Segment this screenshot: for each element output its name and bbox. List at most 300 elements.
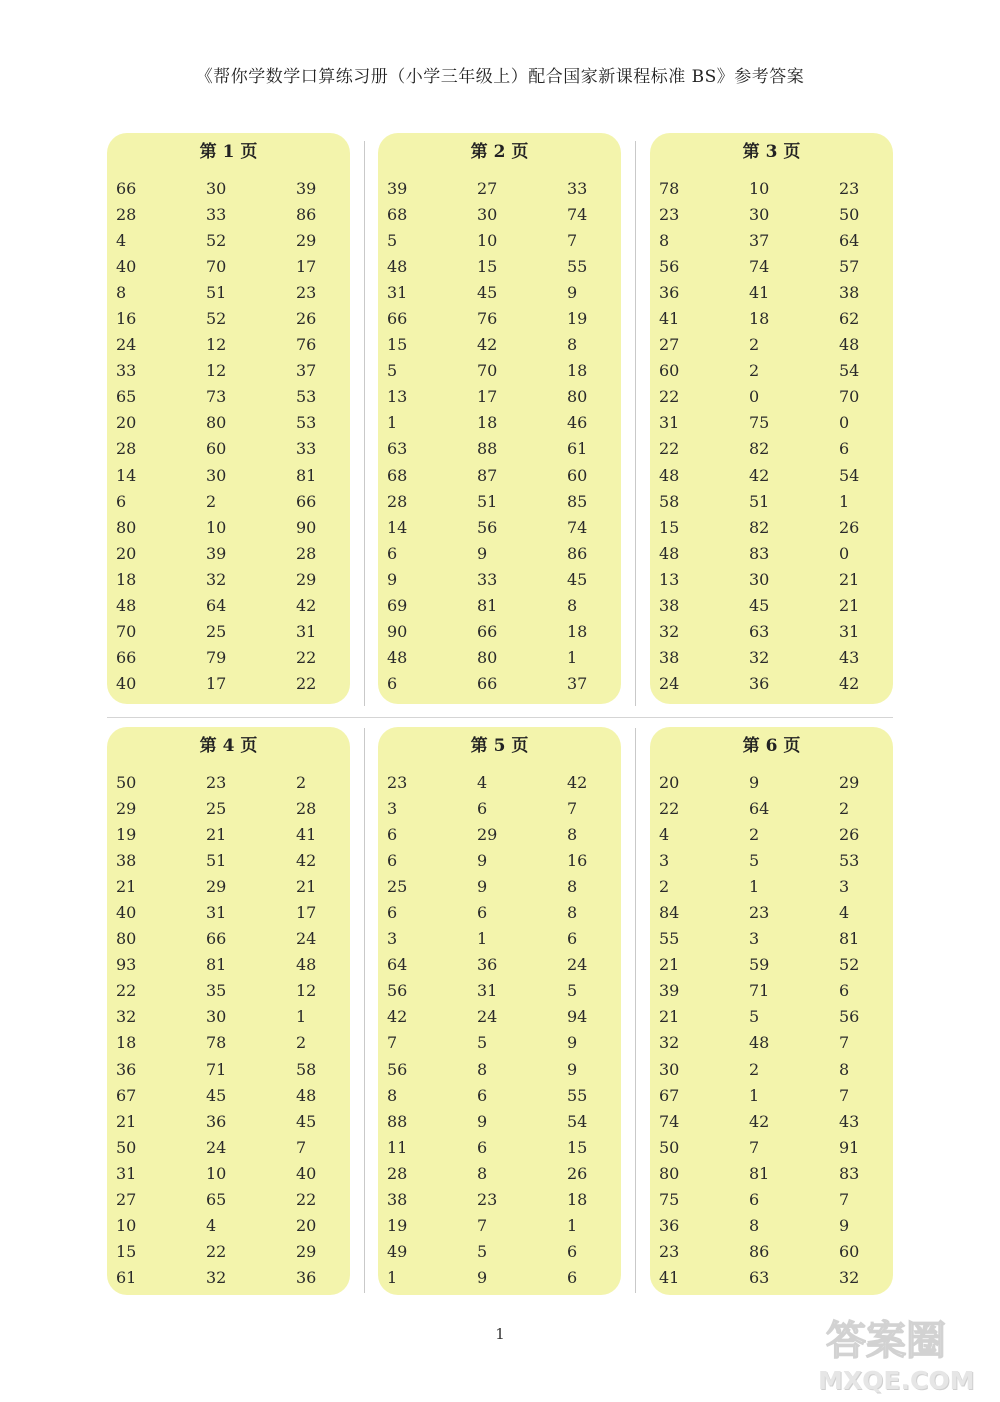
answer-rows: [387, 175, 621, 697]
answer-value: 51: [477, 491, 498, 511]
answer-value: 4: [116, 230, 127, 250]
answer-row: [387, 821, 621, 847]
answer-value: 68: [387, 465, 408, 485]
answer-value: 1: [567, 648, 578, 668]
answer-value: 21: [659, 1007, 680, 1027]
answer-value: 74: [567, 517, 588, 537]
answer-value: 8: [567, 596, 578, 616]
answer-value: 66: [477, 674, 498, 694]
answer-value: 70: [206, 256, 227, 276]
answer-card-page-6: [650, 727, 893, 1295]
answer-value: 13: [659, 569, 680, 589]
answer-value: 29: [116, 798, 137, 818]
answer-value: 12: [206, 361, 227, 381]
answer-value: 66: [116, 648, 137, 668]
answer-value: 18: [116, 569, 137, 589]
answer-value: 22: [116, 981, 137, 1001]
answer-value: 46: [567, 413, 588, 433]
answer-row: [659, 410, 893, 436]
answer-value: 71: [749, 981, 770, 1001]
card-title: 第 2 页: [470, 142, 529, 162]
answer-value: 41: [659, 1268, 680, 1288]
answer-value: 7: [477, 1216, 488, 1236]
answer-value: 38: [387, 1190, 408, 1210]
answer-row: [659, 332, 893, 358]
answer-row: [659, 358, 893, 384]
answer-row: [116, 1213, 350, 1239]
answer-value: 33: [567, 178, 588, 198]
answer-value: 62: [839, 309, 860, 329]
answer-value: 63: [749, 1268, 770, 1288]
answer-value: 36: [206, 1111, 227, 1131]
answer-value: 22: [659, 387, 680, 407]
answer-value: 9: [387, 569, 398, 589]
answer-value: 54: [567, 1111, 588, 1131]
answer-value: 8: [567, 876, 578, 896]
answer-value: 6: [567, 929, 578, 949]
answer-value: 33: [206, 204, 227, 224]
answer-value: 8: [387, 1085, 398, 1105]
answer-value: 75: [659, 1190, 680, 1210]
answer-row: [116, 384, 350, 410]
answer-value: 67: [116, 1085, 137, 1105]
answer-row: [659, 514, 893, 540]
answer-value: 48: [749, 1033, 770, 1053]
answer-value: 22: [659, 439, 680, 459]
answer-value: 26: [567, 1163, 588, 1183]
answer-row: [387, 952, 621, 978]
answer-row: [659, 1004, 893, 1030]
answer-row: [116, 926, 350, 952]
answer-row: [659, 253, 893, 279]
answer-row: [659, 873, 893, 899]
answer-value: 70: [116, 622, 137, 642]
answer-value: 65: [206, 1190, 227, 1210]
answer-row: [659, 1108, 893, 1134]
answer-value: 26: [839, 824, 860, 844]
answer-value: 73: [206, 387, 227, 407]
answer-value: 2: [659, 876, 670, 896]
answer-value: 79: [206, 648, 227, 668]
answer-value: 24: [296, 929, 317, 949]
answer-row: [116, 821, 350, 847]
answer-row: [116, 1187, 350, 1213]
answer-row: [387, 253, 621, 279]
answer-value: 52: [206, 309, 227, 329]
answer-card-page-4: [107, 727, 350, 1295]
answer-value: 21: [839, 569, 860, 589]
answer-value: 48: [839, 335, 860, 355]
answer-value: 67: [659, 1085, 680, 1105]
answer-value: 2: [296, 1033, 307, 1053]
answer-row: [659, 952, 893, 978]
answer-value: 80: [206, 413, 227, 433]
answer-row: [387, 1239, 621, 1265]
answer-value: 63: [749, 622, 770, 642]
answer-row: [659, 436, 893, 462]
answer-value: 29: [296, 1242, 317, 1262]
answer-value: 31: [116, 1163, 137, 1183]
answer-value: 64: [206, 596, 227, 616]
answer-value: 5: [749, 850, 760, 870]
answer-value: 9: [567, 1059, 578, 1079]
answer-value: 6: [116, 491, 127, 511]
answer-value: 86: [567, 543, 588, 563]
answer-value: 9: [477, 1111, 488, 1131]
answer-value: 43: [839, 1111, 860, 1131]
answer-value: 38: [659, 596, 680, 616]
answer-value: 56: [387, 981, 408, 1001]
answer-value: 52: [839, 955, 860, 975]
answer-value: 80: [477, 648, 498, 668]
answer-row: [659, 671, 893, 697]
answer-value: 8: [567, 824, 578, 844]
answer-value: 36: [296, 1268, 317, 1288]
answer-value: 14: [116, 465, 137, 485]
answer-value: 87: [477, 465, 498, 485]
answer-row: [116, 873, 350, 899]
answer-value: 23: [477, 1190, 498, 1210]
answer-row: [659, 1082, 893, 1108]
answer-value: 48: [387, 648, 408, 668]
answer-card-page-2: [378, 133, 621, 704]
answer-value: 3: [839, 876, 850, 896]
answer-value: 33: [477, 569, 498, 589]
answer-value: 1: [387, 413, 398, 433]
answer-value: 63: [387, 439, 408, 459]
answer-row: [116, 978, 350, 1004]
answer-value: 32: [839, 1268, 860, 1288]
answer-value: 6: [567, 1268, 578, 1288]
answer-value: 58: [296, 1059, 317, 1079]
answer-rows: [659, 175, 893, 697]
answer-value: 23: [659, 204, 680, 224]
answer-value: 25: [206, 622, 227, 642]
answer-value: 15: [387, 335, 408, 355]
answer-value: 41: [749, 282, 770, 302]
answer-row: [116, 410, 350, 436]
answer-row: [387, 410, 621, 436]
answer-row: [116, 1134, 350, 1160]
answer-value: 6: [477, 903, 488, 923]
answer-row: [116, 227, 350, 253]
answer-value: 1: [567, 1216, 578, 1236]
answer-value: 66: [206, 929, 227, 949]
answer-value: 23: [839, 178, 860, 198]
card-title: 第 3 页: [742, 142, 801, 162]
answer-value: 9: [839, 1216, 850, 1236]
answer-value: 4: [477, 772, 488, 792]
answer-value: 18: [477, 413, 498, 433]
answer-row: [659, 899, 893, 925]
answer-row: [659, 279, 893, 305]
answer-row: [659, 926, 893, 952]
answer-row: [116, 462, 350, 488]
answer-value: 2: [749, 1059, 760, 1079]
answer-value: 28: [116, 439, 137, 459]
answer-value: 23: [659, 1242, 680, 1262]
answer-value: 19: [387, 1216, 408, 1236]
answer-value: 22: [206, 1242, 227, 1262]
answer-value: 25: [206, 798, 227, 818]
answer-value: 15: [116, 1242, 137, 1262]
answer-value: 78: [659, 178, 680, 198]
row-divider: [107, 717, 893, 718]
answer-value: 17: [296, 903, 317, 923]
answer-value: 7: [749, 1137, 760, 1157]
answer-row: [387, 899, 621, 925]
answer-value: 32: [206, 1268, 227, 1288]
answer-value: 61: [116, 1268, 137, 1288]
answer-value: 78: [206, 1033, 227, 1053]
answer-value: 9: [477, 850, 488, 870]
answer-value: 14: [387, 517, 408, 537]
answer-row: [387, 305, 621, 331]
answer-value: 17: [206, 674, 227, 694]
answer-value: 54: [839, 465, 860, 485]
answer-row: [116, 899, 350, 925]
answer-value: 10: [116, 1216, 137, 1236]
answer-row: [116, 566, 350, 592]
answer-value: 66: [116, 178, 137, 198]
column-divider: [635, 728, 636, 1293]
answer-row: [659, 978, 893, 1004]
answer-value: 23: [206, 772, 227, 792]
answer-value: 32: [116, 1007, 137, 1027]
answer-value: 8: [116, 282, 127, 302]
answer-value: 19: [116, 824, 137, 844]
answer-row: [659, 1160, 893, 1186]
answer-row: [659, 540, 893, 566]
answer-row: [387, 926, 621, 952]
answer-value: 7: [387, 1033, 398, 1053]
answer-value: 64: [387, 955, 408, 975]
answer-value: 5: [477, 1242, 488, 1262]
answer-value: 51: [749, 491, 770, 511]
answer-row: [387, 873, 621, 899]
answer-row: [387, 1134, 621, 1160]
answer-row: [387, 279, 621, 305]
answer-value: 45: [477, 282, 498, 302]
answer-rows: [116, 175, 350, 697]
answer-value: 50: [116, 772, 137, 792]
answer-value: 39: [387, 178, 408, 198]
answer-value: 3: [387, 929, 398, 949]
answer-value: 27: [477, 178, 498, 198]
answer-value: 27: [659, 335, 680, 355]
answer-value: 2: [206, 491, 217, 511]
answer-value: 36: [116, 1059, 137, 1079]
answer-value: 37: [567, 674, 588, 694]
answer-value: 29: [296, 569, 317, 589]
answer-value: 5: [567, 981, 578, 1001]
answer-row: [116, 540, 350, 566]
answer-value: 18: [567, 361, 588, 381]
answer-value: 64: [839, 230, 860, 250]
card-title: 第 4 页: [199, 736, 258, 756]
answer-value: 50: [839, 204, 860, 224]
answer-value: 56: [387, 1059, 408, 1079]
answer-value: 23: [749, 903, 770, 923]
answer-row: [659, 305, 893, 331]
answer-value: 17: [477, 387, 498, 407]
answer-value: 4: [206, 1216, 217, 1236]
answer-value: 66: [296, 491, 317, 511]
answer-value: 31: [839, 622, 860, 642]
answer-value: 29: [206, 876, 227, 896]
answer-row: [659, 1134, 893, 1160]
answer-row: [387, 1187, 621, 1213]
answer-value: 55: [567, 256, 588, 276]
answer-row: [387, 1004, 621, 1030]
answer-value: 65: [116, 387, 137, 407]
answer-value: 56: [839, 1007, 860, 1027]
answer-value: 28: [387, 491, 408, 511]
answer-value: 31: [659, 413, 680, 433]
answer-value: 42: [839, 674, 860, 694]
answer-row: [387, 795, 621, 821]
answer-value: 22: [296, 1190, 317, 1210]
answer-value: 0: [749, 387, 760, 407]
answer-value: 80: [116, 929, 137, 949]
answer-row: [116, 769, 350, 795]
answer-value: 18: [567, 622, 588, 642]
answer-value: 7: [296, 1137, 307, 1157]
answer-value: 84: [659, 903, 680, 923]
answer-value: 22: [659, 798, 680, 818]
answer-value: 5: [387, 361, 398, 381]
answer-value: 15: [567, 1137, 588, 1157]
answer-row: [387, 175, 621, 201]
answer-value: 3: [659, 850, 670, 870]
answer-value: 53: [296, 413, 317, 433]
answer-value: 36: [477, 955, 498, 975]
answer-row: [116, 253, 350, 279]
answer-value: 20: [659, 772, 680, 792]
answer-value: 37: [296, 361, 317, 381]
answer-value: 9: [477, 543, 488, 563]
answer-value: 6: [477, 1085, 488, 1105]
answer-value: 28: [296, 543, 317, 563]
answer-value: 21: [839, 596, 860, 616]
answer-value: 16: [567, 850, 588, 870]
answer-row: [387, 227, 621, 253]
answer-value: 26: [839, 517, 860, 537]
answer-value: 30: [659, 1059, 680, 1079]
answer-row: [387, 769, 621, 795]
answer-value: 20: [296, 1216, 317, 1236]
answer-value: 50: [659, 1137, 680, 1157]
answer-value: 6: [567, 1242, 578, 1262]
answer-value: 9: [567, 1033, 578, 1053]
answer-value: 13: [387, 387, 408, 407]
answer-value: 6: [839, 981, 850, 1001]
answer-value: 8: [567, 335, 578, 355]
answer-row: [116, 1265, 350, 1291]
answer-value: 42: [477, 335, 498, 355]
answer-value: 6: [477, 1137, 488, 1157]
answer-value: 85: [567, 491, 588, 511]
answer-value: 41: [296, 824, 317, 844]
answer-value: 88: [387, 1111, 408, 1131]
answer-row: [387, 847, 621, 873]
answer-rows: [659, 769, 893, 1291]
answer-row: [387, 384, 621, 410]
answer-value: 6: [387, 674, 398, 694]
answer-value: 2: [749, 824, 760, 844]
answer-row: [116, 1108, 350, 1134]
answer-value: 2: [749, 335, 760, 355]
answer-value: 22: [296, 648, 317, 668]
answer-value: 53: [839, 850, 860, 870]
answer-row: [116, 1239, 350, 1265]
answer-value: 1: [477, 929, 488, 949]
answer-value: 8: [477, 1163, 488, 1183]
answer-row: [387, 332, 621, 358]
answer-row: [387, 358, 621, 384]
answer-value: 37: [749, 230, 770, 250]
answer-value: 6: [387, 543, 398, 563]
answer-row: [659, 795, 893, 821]
answer-value: 56: [477, 517, 498, 537]
answer-value: 1: [296, 1007, 307, 1027]
answer-value: 6: [749, 1190, 760, 1210]
answer-row: [116, 795, 350, 821]
watermark-url: MXQE.COM: [818, 1366, 975, 1395]
answer-value: 1: [749, 876, 760, 896]
answer-value: 74: [567, 204, 588, 224]
answer-value: 64: [749, 798, 770, 818]
page-number: 1: [495, 1325, 505, 1343]
answer-row: [659, 1239, 893, 1265]
answer-row: [387, 593, 621, 619]
answer-row: [659, 462, 893, 488]
answer-value: 71: [206, 1059, 227, 1079]
answer-value: 32: [659, 622, 680, 642]
answer-value: 8: [477, 1059, 488, 1079]
answer-value: 30: [206, 1007, 227, 1027]
answer-row: [116, 645, 350, 671]
answer-value: 23: [387, 772, 408, 792]
answer-row: [116, 488, 350, 514]
answer-value: 6: [387, 903, 398, 923]
answer-row: [116, 1160, 350, 1186]
answer-row: [387, 1056, 621, 1082]
answer-row: [387, 1213, 621, 1239]
answer-value: 28: [296, 798, 317, 818]
answer-row: [387, 436, 621, 462]
answer-value: 42: [296, 596, 317, 616]
answer-value: 15: [477, 256, 498, 276]
answer-value: 66: [477, 622, 498, 642]
answer-row: [659, 1213, 893, 1239]
answer-value: 30: [206, 178, 227, 198]
answer-row: [116, 201, 350, 227]
answer-row: [659, 847, 893, 873]
answer-row: [387, 514, 621, 540]
answer-value: 94: [567, 1007, 588, 1027]
answer-value: 51: [206, 282, 227, 302]
answer-row: [116, 332, 350, 358]
card-title: 第 5 页: [470, 736, 529, 756]
answer-value: 23: [296, 282, 317, 302]
answer-value: 88: [477, 439, 498, 459]
answer-value: 82: [749, 517, 770, 537]
answer-value: 36: [749, 674, 770, 694]
answer-value: 1: [839, 491, 850, 511]
answer-value: 24: [567, 955, 588, 975]
answer-value: 30: [749, 569, 770, 589]
